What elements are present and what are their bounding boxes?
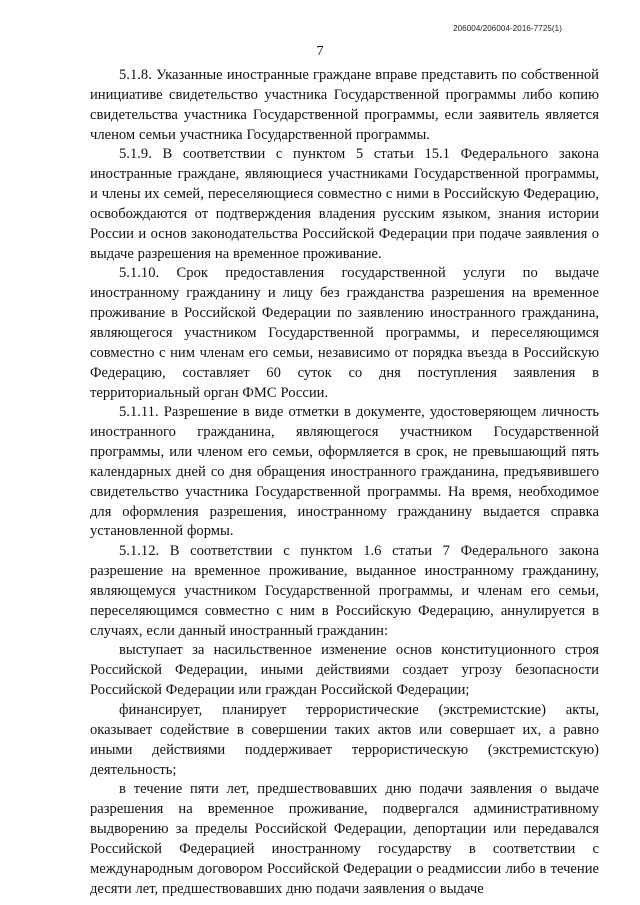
paragraph-5-1-10: 5.1.10. Срок предоставления государственной услуги по выдаче иностранному гражданину и лицу без гражданства разрешения на временное проживание в Российской Федерации по заявлению иностранного гражданина, являющегося участником Государственной программы, и переселяющимся совместно с ним членам его семьи, независимо от порядка въезда в Российскую Федерацию, составляет 60 суток со дня поступления заявления в территориальный орган ФМС России. [90, 265, 599, 401]
paragraph-5-1-9: 5.1.9. В соответствии с пунктом 5 статьи 15.1 Федерального закона иностранные граждане, являющиеся участниками Государственной программы, и члены их семей, переселяющиеся совместно с ними в Российскую Федерацию, освобождаются от подтверждения владения русским языком, знания истории России и основ законодательства Российской Федерации при подаче заявления о выдаче разрешения на временное проживание. [90, 146, 599, 262]
list-item-constitutional-order: выступает за насильственное изменение основ конституционного строя Российской Федерации, иными действиями создает угрозу безопасности Российской Федерации или граждан Российской Федерации; [90, 642, 599, 699]
list-item-expulsion: в течение пяти лет, предшествовавших дню подачи заявления о выдаче разрешения на временное проживание, подвергался административному выдворению за пределы Российской Федерации, депортации или передавался Российской Федерацией иностранному государству в соответствии с международным договором Российской Федерации о реадмиссии либо в течение десяти лет, предшествовавших дню подачи заявления о выдаче [90, 781, 599, 897]
list-item-terrorism: финансирует, планирует террористические (экстремистские) акты, оказывает содействие в совершении таких актов или совершает их, а равно иными действиями поддерживает террористическую (экстремистскую) деятельность; [90, 702, 599, 778]
paragraph-5-1-8: 5.1.8. Указанные иностранные граждане вправе представить по собственной инициативе свидетельство участника Государственной программы либо копию свидетельства участника Государственной программы, если заявитель является членом семьи участника Государственной программы. [90, 67, 599, 143]
paragraph-5-1-11: 5.1.11. Разрешение в виде отметки в документе, удостоверяющем личность иностранного гражданина, являющегося участником Государственной программы, или членом его семьи, оформляется в срок, не превышающий пять календарных дней со дня обращения иностранного гражданина, предъявившего свидетельство участника Государственной программы. На время, необходимое для оформления разрешения, иностранному гражданину выдается справка установленной формы. [90, 404, 599, 540]
document-code: 206004/206004-2016-7725(1) [453, 24, 562, 33]
paragraph-5-1-12: 5.1.12. В соответствии с пунктом 1.6 статьи 7 Федерального закона разрешение на временное проживание, выданное иностранному гражданину, являющемуся участником Государственной программы, и членам его семьи, переселяющимся совместно с ним в Российскую Федерацию, аннулируется в случаях, если данный иностранный гражданин: [90, 543, 599, 639]
page-number: 7 [316, 44, 324, 59]
document-body [90, 66, 599, 899]
